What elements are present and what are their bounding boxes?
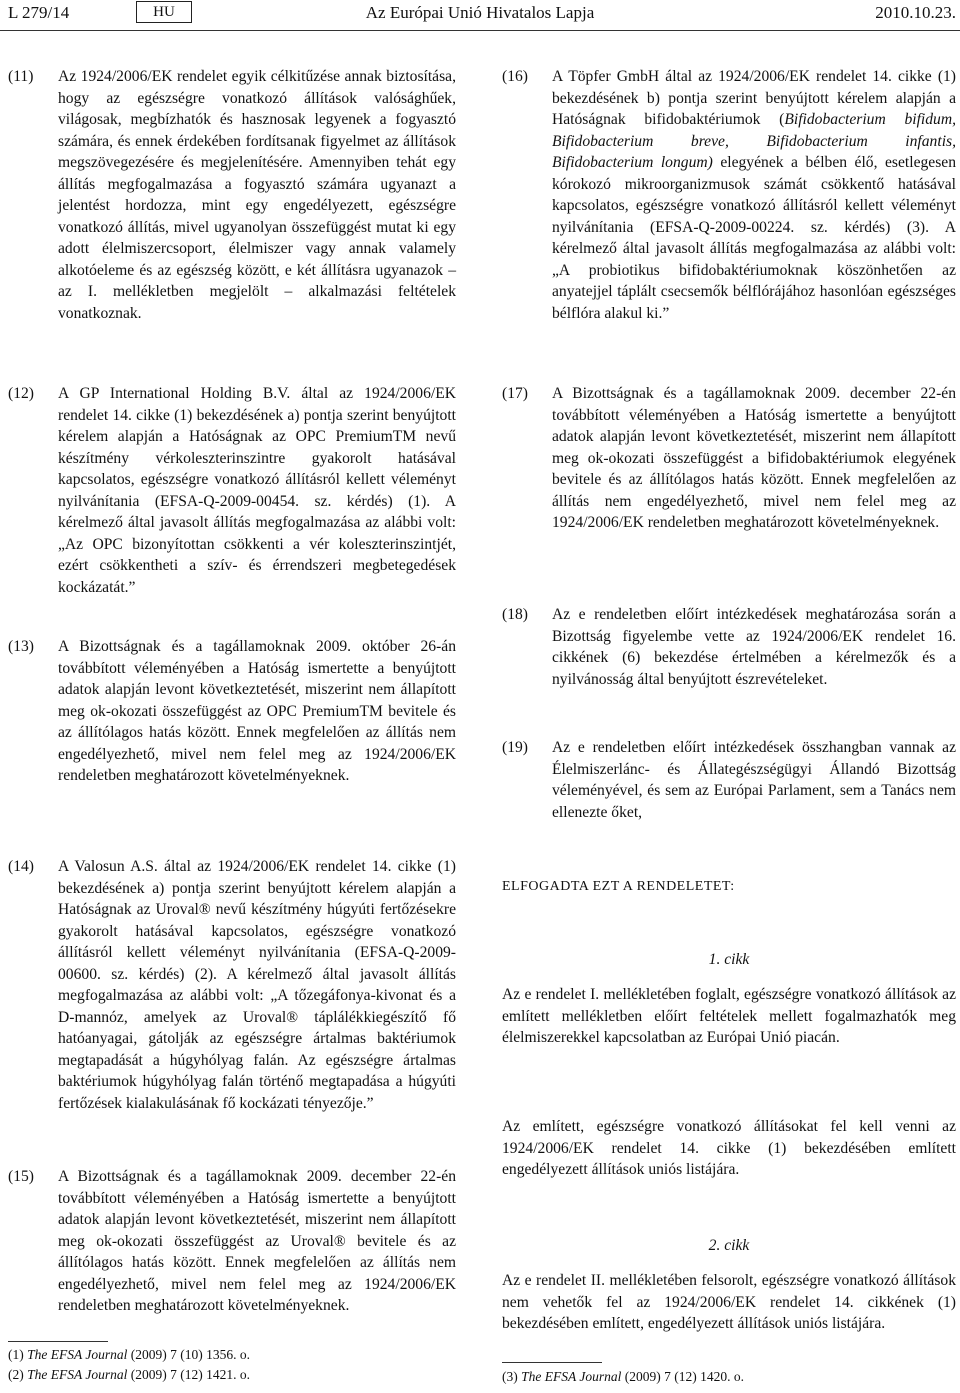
recital-text: A Valosun A.S. által az 1924/2006/EK rendelet 14. cikke (1) bekezdésének a) pontja szerint benyújtott kérelem alapján a Hatóságnak az Uroval® nevű készítmény húgyúti fertőzésekre gyakorolt hatásával kapcsolatos, egészségre vonatkozó állításról kellett véleményt nyilvánítania (EFSA-Q-2009-00600. sz. kérdés) (2). A kérelmező által javasolt állítás megfogalmazása az alábbi volt: „A tőzegáfonya-kivonat és a D-mannóz, amelyek az Uroval® táplálékkiegészítő fő hatóanyagai, gátolják az egészségre ártalmas baktériumok megtapadását a húgyhólyag falán. Az egészségre ártalmas baktériumok húgyhólyag falán történő megtapadása a húgyúti fertőzések kialakulásának fő kockázati tényezője.” (58, 858, 456, 1112)
recital-13 (8, 636, 456, 796)
article-1-title: 1. cikk (708, 951, 750, 968)
recital-number: (11) (8, 68, 34, 85)
recital-text: A Bizottságnak és a tagállamoknak 2009. október 26-án továbbított véleményében a Hatóság ismertette a benyújtott adatok alapján levont következtetését, miszerint nem állapított meg ok-okozati összefüggést az OPC PremiumTM bevitele és az állítólagos hatás között. Ennek megfelelően az állítás nem engedélyezhető, mivel nem felel meg az 1924/2006/EK rendeletben meghatározott követelményeknek. (58, 638, 456, 784)
footnote-number: (3) (502, 1369, 518, 1384)
adoption-statement: ELFOGADTA EZT A RENDELETET: (502, 879, 735, 894)
footnote-text: (2009) 7 (12) 1421. o. (127, 1367, 250, 1382)
footnote-rule (502, 1362, 602, 1363)
recital-number: (15) (8, 1168, 34, 1185)
recital-14 (8, 856, 456, 1126)
recital-text: Az 1924/2006/EK rendelet egyik célkitűzése annak biztosítása, hogy az egészségre vonatkozó állítások valósághűek, világosak, megbízhatók és hasznosak legyenek a fogyasztó számára, és ennek érdekében fordítsanak figyelmet az állítások megszövegezésére és megjelenítésére. Amennyiben tehát egy állítás megfogalmazása a fogyasztó számára ugyanazt a jelentést hordozza, mint egy engedélyezett, egészségre vonatkozó állítás, mivel ugyanolyan összefüggést mutat ki egy adott élelmiszercsoport, élelmiszer vagy annak valamely alkotóeleme és az egészség között, e két állításra ugyanazok – az I. mellékletben megjelölt – alkalmazási feltételek vonatkoznak. (58, 68, 456, 322)
article-1-para-2: Az említett, egészségre vonatkozó állításokat fel kell venni az 1924/2006/EK rendelet 14. cikke (1) bekezdésében említett engedélyezett állítások uniós listájára. (502, 1118, 956, 1178)
recital-number: (18) (502, 606, 528, 623)
page-number: L 279/14 (8, 3, 70, 22)
recital-number: (12) (8, 385, 34, 402)
recital-text: A Töpfer GmbH által az 1924/2006/EK rendelet 14. cikke (1) bekezdésének b) pontja szerint benyújtott kérelem alapján a Hatóságnak bifidobaktériumok (Bifidobacterium bifidum, Bifidobacterium breve, Bifidobacterium infantis, Bifidobacterium longum) elegyének a bélben élő, esetlegesen kórokozó mikroorganizmusok számát csökkentő hatásával kapcsolatos, egészségre vonatkozó állításról kellett véleményt nyilvánítania (EFSA-Q-2009-00224. sz. kérdés) (3). A kérelmező által javasolt állítás megfogalmazása az alábbi volt: „A probiotikus bifidobaktériumoknak köszönhetően az anyatejjel táplált csecsemők bélflórájához hasonlóan egészséges bélflóra alakul ki.” (552, 68, 956, 322)
recital-number: (17) (502, 385, 528, 402)
publication-date: 2010.10.23. (875, 3, 956, 22)
journal-name: The EFSA Journal (521, 1369, 622, 1384)
footnote-text: (2009) 7 (10) 1356. o. (127, 1347, 250, 1362)
journal-name: The EFSA Journal (27, 1367, 128, 1382)
language-badge: HU (136, 1, 192, 23)
recital-text: A GP International Holding B.V. által az 1924/2006/EK rendelet 14. cikke (1) bekezdésének a) pontja szerint benyújtott kérelem alapján a Hatóságnak az OPC PremiumTM nevű készítmény vérkoleszterinszintre gyakorolt hatásával kapcsolatos, egészségre vonatkozó állításról kellett véleményt nyilvánítania (EFSA-Q-2009-00454. sz. kérdés) (1). A kérelmező által javasolt állítás megfogalmazása az alábbi volt: „Az OPC bizonyítottan csökkenti a vér koleszterinszintjét, ezért csökkentheti a szív- és érrendszeri megbetegedések kockázatát.” (58, 385, 456, 596)
article-1-para-1: Az e rendelet I. mellékletében foglalt, egészségre vonatkozó állítások az említett mellékletben előírt feltételek mellett fogalmazhatók meg élelmiszerekkel kapcsolatban az Európai Unió piacán. (502, 986, 956, 1046)
recital-number: (14) (8, 858, 34, 875)
recital-12 (8, 383, 456, 596)
header-rule (0, 30, 960, 31)
recital-15 (8, 1166, 456, 1326)
footnote-text: (2009) 7 (12) 1420. o. (621, 1369, 744, 1384)
footnote-3 (502, 1368, 956, 1386)
recital-number: (19) (502, 739, 528, 756)
footnote-number: (2) (8, 1367, 24, 1382)
article-2-para-1: Az e rendelet II. mellékletében felsorolt, egészségre vonatkozó állítások nem vehetők fel az 1924/2006/EK rendelet 14. cikkének (1) bekezdésében említett, engedélyezett állítások uniós listájára. (502, 1272, 956, 1332)
recital-number: (13) (8, 638, 34, 655)
page-header (0, 0, 960, 30)
footnote-number: (1) (8, 1347, 24, 1362)
journal-name: The EFSA Journal (27, 1347, 128, 1362)
recital-text: A Bizottságnak és a tagállamoknak 2009. december 22-én továbbított véleményében a Hatóság ismertette a benyújtott adatok alapján levont következtetését, miszerint nem állapított meg ok-okozati összefüggést a bifidobaktériumok elegyének bevitele és az állítólagos hatás között. Ennek megfelelően az állítás nem engedélyezhető, mivel nem felel meg az 1924/2006/EK rendeletben meghatározott követelményeknek. (552, 385, 956, 531)
footnote-rule (8, 1341, 108, 1342)
recital-text: Az e rendeletben előírt intézkedések összhangban vannak az Élelmiszerlánc- és Állategészségügyi Állandó Bizottság véleményével, és sem az Európai Parlament, sem a Tanács nem ellenezte őket, (552, 739, 956, 821)
recital-16 (502, 66, 956, 328)
footnote-1 (8, 1346, 448, 1364)
journal-title: Az Európai Unió Hivatalos Lapja (365, 3, 595, 22)
recital-19 (502, 737, 956, 827)
recital-17 (502, 383, 956, 543)
species-names: Bifidobacterium bifidum, Bifidobacterium breve, Bifidobacterium infantis, Bifidobacterium longum) (552, 111, 956, 171)
recital-11 (8, 66, 456, 328)
article-2-title: 2. cikk (708, 1237, 750, 1254)
recital-18 (502, 604, 956, 694)
recital-text: A Bizottságnak és a tagállamoknak 2009. december 22-én továbbított véleményében a Hatóság ismertette a benyújtott adatok alapján levont következtetését, miszerint nem állapított meg ok-okozati összefüggést az Uroval® bevitele és az állítólagos hatás között. Ennek megfelelően az állítás nem engedélyezhető, mivel nem felel meg az 1924/2006/EK rendeletben meghatározott követelményeknek. (58, 1168, 456, 1314)
footnote-2 (8, 1366, 448, 1384)
recital-number: (16) (502, 68, 528, 85)
recital-text: Az e rendeletben előírt intézkedések meghatározása során a Bizottság figyelembe vette az 1924/2006/EK rendelet 16. cikkének (6) bekezdése értelmében a kérelmezők és a nyilvánosság által benyújtott észrevételeket. (552, 606, 956, 688)
